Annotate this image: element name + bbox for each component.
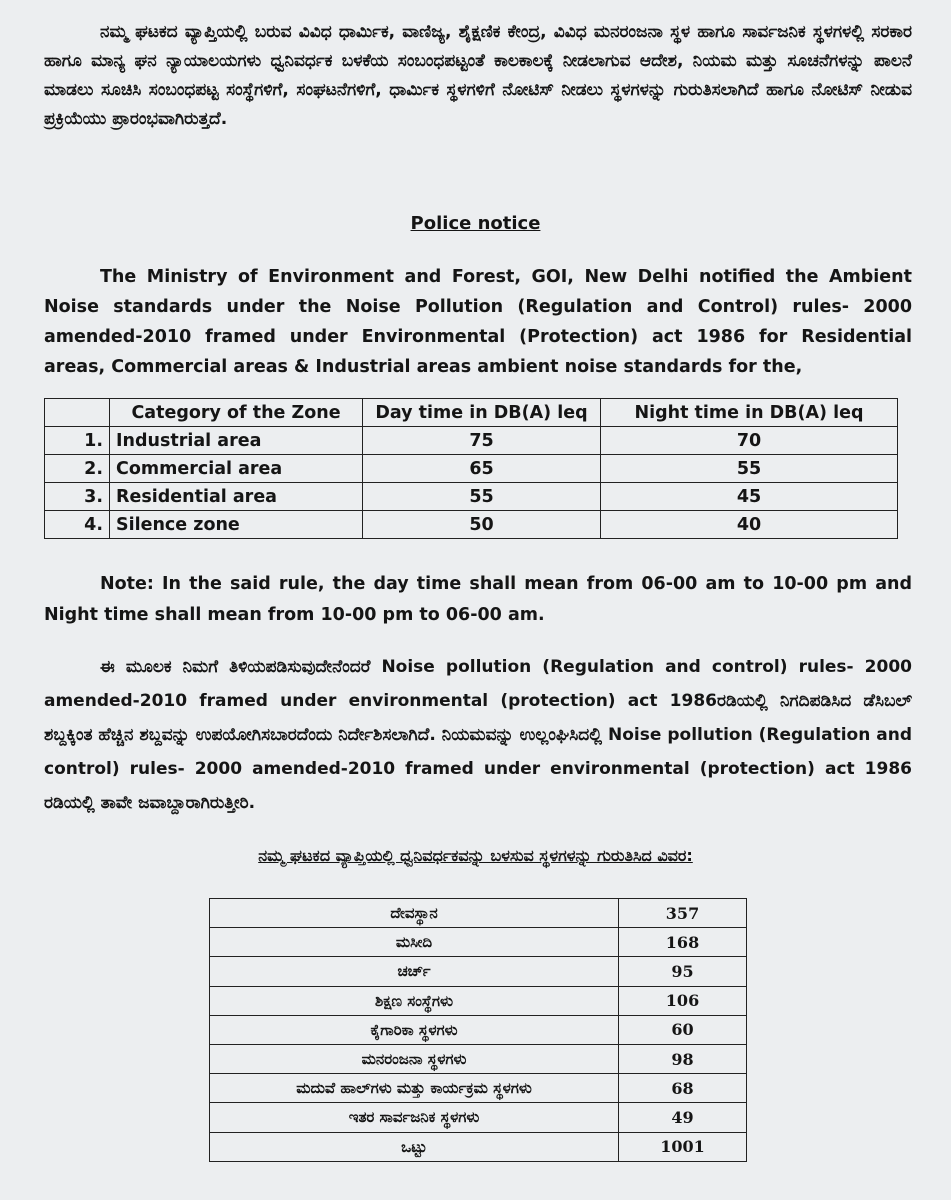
table-header-row [45, 399, 898, 427]
header-day-time: Day time in DB(A) leq [363, 399, 601, 427]
count-cell: 49 [619, 1103, 747, 1132]
place-cell: ಶಿಕ್ಷಣ ಸಂಸ್ಥೆಗಳು [210, 986, 619, 1015]
place-cell: ಚರ್ಚ್ [210, 957, 619, 986]
day-value-cell: 55 [363, 483, 601, 511]
place-cell: ಮನರಂಜನಾ ಸ್ಥಳಗಳು [210, 1044, 619, 1073]
total-count-cell: 1001 [619, 1132, 747, 1161]
table-row [210, 1074, 747, 1103]
noise-standards-table [44, 398, 898, 539]
count-cell: 168 [619, 928, 747, 957]
count-cell: 106 [619, 986, 747, 1015]
zone-cell: Residential area [110, 483, 363, 511]
loudspeaker-places-table [209, 898, 747, 1162]
count-cell: 98 [619, 1044, 747, 1073]
day-value-cell: 65 [363, 455, 601, 483]
count-cell: 60 [619, 1015, 747, 1044]
serial-cell: 3. [45, 483, 110, 511]
table-row [45, 455, 898, 483]
table-row [210, 928, 747, 957]
serial-cell: 1. [45, 427, 110, 455]
night-value-cell: 55 [601, 455, 898, 483]
table-row [210, 1015, 747, 1044]
ministry-intro-paragraph: The Ministry of Environment and Forest, GOI, New Delhi notified the Ambient Noise standards under the Noise Pollution (Regulation and Control) rules- 2000 amended-2010 framed under Environmental (Protection) act 1986 for Residential areas, Commercial areas & Industrial areas ambient noise standards for the, [44, 267, 912, 377]
table-row [45, 483, 898, 511]
count-cell: 357 [619, 899, 747, 928]
night-value-cell: 40 [601, 511, 898, 539]
night-value-cell: 70 [601, 427, 898, 455]
kannada-rules-paragraph: ಈ ಮೂಲಕ ನಿಮಗೆ ತಿಳಿಯಪಡಿಸುವುದೇನೆಂದರೆ Noise pollution (Regulation and control) rules- 2000 amended-2010 framed under environmental (protection) act 1986ರಡಿಯಲ್ಲಿ ನಿಗದಿಪಡಿಸಿದ ಡೆಸಿಬಲ್ ಶಬ್ದಕ್ಕಿಂತ ಹೆಚ್ಚಿನ ಶಬ್ದವನ್ನು ಉಪಯೋಗಿಸಬಾರದೆಂದು ನಿರ್ದೇಶಿಸಲಾಗಿದೆ. ನಿಯಮವನ್ನು ಉಲ್ಲಂಘಿಸಿದಲ್ಲಿ Noise pollution (Regulation and control) rules- 2000 amended-2010 framed under environmental (protection) act 1986 ರಡಿಯಲ್ಲಿ ತಾವೇ ಜವಾಬ್ದಾರಾಗಿರುತ್ತೀರಿ. [44, 657, 912, 813]
zone-cell: Silence zone [110, 511, 363, 539]
table-row [45, 511, 898, 539]
serial-cell: 2. [45, 455, 110, 483]
table-row [45, 427, 898, 455]
place-cell: ದೇವಸ್ಥಾನ [210, 899, 619, 928]
header-serial [45, 399, 110, 427]
place-cell: ಕೈಗಾರಿಕಾ ಸ್ಥಳಗಳು [210, 1015, 619, 1044]
time-definition-note: Note: In the said rule, the day time shall mean from 06-00 am to 10-00 pm and Night time shall mean from 10-00 pm to 06-00 am. [44, 574, 912, 625]
table-row [210, 986, 747, 1015]
table-row [210, 1103, 747, 1132]
table-row [210, 899, 747, 928]
day-value-cell: 75 [363, 427, 601, 455]
table-row [210, 957, 747, 986]
count-cell: 95 [619, 957, 747, 986]
header-zone: Category of the Zone [110, 399, 363, 427]
serial-cell: 4. [45, 511, 110, 539]
day-value-cell: 50 [363, 511, 601, 539]
place-cell: ಮಸೀದಿ [210, 928, 619, 957]
header-night-time: Night time in DB(A) leq [601, 399, 898, 427]
places-list-heading: ನಮ್ಮ ಘಟಕದ ವ್ಯಾಪ್ತಿಯಲ್ಲಿ ಧ್ವನಿವರ್ಧಕವನ್ನು ಬಳಸುವ ಸ್ಥಳಗಳನ್ನು ಗುರುತಿಸಿದ ವಿವರ: [258, 846, 693, 865]
kannada-intro-paragraph: ನಮ್ಮ ಘಟಕದ ವ್ಯಾಪ್ತಿಯಲ್ಲಿ ಬರುವ ವಿವಿಧ ಧಾರ್ಮಿಕ, ವಾಣಿಜ್ಯ, ಶೈಕ್ಷಣಿಕ ಕೇಂದ್ರ, ವಿವಿಧ ಮನರಂಜನಾ ಸ್ಥಳ ಹಾಗೂ ಸಾರ್ವಜನಿಕ ಸ್ಥಳಗಳಲ್ಲಿ ಸರಕಾರ ಹಾಗೂ ಮಾನ್ಯ ಘನ ನ್ಯಾಯಾಲಯಗಳು ಧ್ವನಿವರ್ಧಕ ಬಳಕೆಯ ಸಂಬಂಧಪಟ್ಟಂತೆ ಕಾಲಕಾಲಕ್ಕೆ ನೀಡಲಾಗುವ ಆದೇಶ, ನಿಯಮ ಮತ್ತು ಸೂಚನೆಗಳನ್ನು ಪಾಲನೆ ಮಾಡಲು ಸೂಚಿಸಿ ಸಂಬಂಧಪಟ್ಟ ಸಂಸ್ಥೆಗಳಿಗೆ, ಸಂಘಟನೆಗಳಿಗೆ, ಧಾರ್ಮಿಕ ಸ್ಥಳಗಳಿಗೆ ನೋಟಿಸ್ ನೀಡಲು ಸ್ಥಳಗಳನ್ನು ಗುರುತಿಸಲಾಗಿದೆ ಹಾಗೂ ನೋಟಿಸ್ ನೀಡುವ ಪ್ರಕ್ರಿಯೆಯು ಪ್ರಾರಂಭವಾಗಿರುತ್ತದೆ. [44, 22, 912, 129]
night-value-cell: 45 [601, 483, 898, 511]
table-row [210, 1044, 747, 1073]
table-total-row [210, 1132, 747, 1161]
zone-cell: Commercial area [110, 455, 363, 483]
police-notice-heading: Police notice [410, 213, 541, 234]
zone-cell: Industrial area [110, 427, 363, 455]
place-cell: ಮದುವೆ ಹಾಲ್‌ಗಳು ಮತ್ತು ಕಾರ್ಯಕ್ರಮ ಸ್ಥಳಗಳು [210, 1074, 619, 1103]
place-cell: ಇತರ ಸಾರ್ವಜನಿಕ ಸ್ಥಳಗಳು [210, 1103, 619, 1132]
count-cell: 68 [619, 1074, 747, 1103]
total-label-cell: ಒಟ್ಟು [210, 1132, 619, 1161]
